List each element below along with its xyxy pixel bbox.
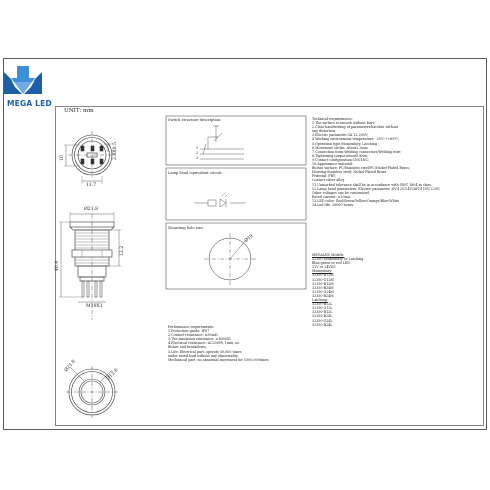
dim-top-pin: 2.8X0.5: [113, 142, 118, 160]
performance-requirements: [168, 325, 269, 362]
model-line: 32350-R12L: [312, 310, 333, 315]
performance-line: 5.Life: Electrical part: operate 50,000 times: [168, 349, 242, 354]
performance-line: under rated load without any abnormality.: [168, 353, 239, 358]
models-title: MEGALED Models:: [312, 253, 345, 257]
lamp-circuit-box: [166, 168, 306, 220]
brand-name: MEGA LED: [7, 99, 52, 108]
model-line: 12V or 24VDC: [312, 265, 336, 270]
model-line: 32350-B12L: [312, 302, 333, 307]
technical-line: 6.Movement stroke: about2.2mm: [312, 145, 368, 150]
model-line: Momentary:: [312, 269, 333, 274]
switch-label-1: 1: [196, 146, 199, 150]
performance-line: 2.Contact resistance: ≤50mΩ: [168, 333, 218, 338]
model-line: 32350-G12L: [312, 306, 333, 311]
technical-line: 5.Operation type:Momentary, Latching ;: [312, 141, 380, 146]
model-line: 32350-R24M: [312, 293, 334, 298]
performance-line: flicker and breakdown;: [168, 345, 207, 350]
mega-led-logo-icon: [4, 66, 42, 94]
mounting-hole-box: [166, 223, 306, 289]
performance-line: Mechanical part: no abnormal movement for 1000,000times: [168, 357, 269, 362]
pin-view: [64, 131, 116, 184]
performance-line: 1.Protection grade: IP67: [168, 329, 210, 334]
performance-line: 3.The insulation resistance: ≥100MΩ: [168, 337, 231, 342]
model-line: 32350-G24M: [312, 289, 334, 294]
dim-top-width: 11.7: [86, 183, 97, 188]
technical-line: 11.Unmarked tolerance shall be in accordance with GB/T 1804-m class.: [312, 182, 433, 187]
technical-line: Pedestal: PBT;: [312, 174, 337, 179]
technical-line: 2.Clear handwriting of parameters/batches without: [312, 125, 399, 130]
model-line: 32350:Momentary or Latching: [312, 257, 364, 262]
technical-line: Button surface: PC/Stainless steel/PC/Nickel-Plated Brass;: [312, 166, 410, 171]
models-list: [312, 253, 363, 327]
model-line: Blue,green or red LED,: [312, 261, 351, 266]
technical-line: Housing:Stainless steel; Nickel-Plated Brass: [312, 170, 387, 175]
dim-side-head: Ø21.8: [84, 207, 98, 212]
technical-line: Contact silver alloy: [312, 178, 345, 183]
performance-line: 4.Electrical resistance: AC2000V, 1min, no: [168, 341, 240, 346]
performance-title: Performance requirements:: [168, 325, 215, 329]
model-line: 32350-R24L: [312, 322, 333, 327]
dim-front-outer: Ø21.8: [64, 359, 77, 374]
technical-line: 13.LED color: Red/Green/Yellow/Orange/Blue/White: [312, 198, 400, 203]
model-line: 32350-G24L: [312, 318, 333, 323]
dim-side-total: 40.4: [55, 260, 60, 271]
model-line: 32350-B12M: [312, 273, 334, 278]
mounting-hole-dim: Ø19: [244, 233, 255, 244]
model-line: 32350-B24L: [312, 314, 333, 319]
model-line: 32350-G12M: [312, 277, 334, 282]
model-line: 32350-R12M: [312, 281, 334, 286]
model-line: Latching:: [312, 298, 328, 303]
switch-label-3: 3: [196, 156, 199, 160]
dim-front-inner: Ø12.6: [106, 368, 120, 382]
technical-line: Rated current: ≤20mA: [312, 194, 351, 199]
dim-top-height: 10: [60, 155, 65, 161]
technical-line: 9.Contact configuration:1NO1NC;: [312, 157, 370, 162]
dim-side-thread-len: 12.2: [120, 245, 125, 256]
model-line: 32350-B24M: [312, 285, 334, 290]
switch-label-2: 2: [196, 151, 199, 155]
unit-label: UNIT: mm: [64, 108, 94, 114]
technical-line: 1.The surface is smooth without burr;: [312, 121, 376, 126]
lamp-circuit-title: Lamp head equivalent circuit:: [168, 171, 223, 175]
technical-line: 3.Electric parameter:3A 1L 250V;: [312, 133, 369, 138]
technical-line: any distortion;: [312, 129, 337, 134]
technical-line: 14.Led life: 20000 hours.: [312, 202, 355, 207]
technical-line: Other voltages can be customized.: [312, 190, 370, 195]
technical-line: 12.Lamp head parameters: Electric parameter :6V/12V/24V/36V/110V/220V;: [312, 186, 440, 191]
switch-structure-title: Switch structure description:: [168, 118, 222, 122]
technical-line: 10.Appearance material:: [312, 162, 354, 167]
technical-title: Technical requirements:: [312, 117, 353, 121]
technical-requirements: [312, 117, 440, 207]
technical-line: 4.Working environment temperature: -25℃~+65℃;: [312, 137, 400, 142]
dim-side-thread: M19X1: [86, 304, 103, 309]
switch-structure-box: [166, 116, 306, 165]
technical-line: 8.Tightening torque:about0.8Nm;: [312, 153, 369, 158]
mounting-hole-title: Mounting hole size:: [168, 226, 204, 230]
technical-line: 7.Connection form:Welding connectors/Welding wire;: [312, 149, 402, 154]
